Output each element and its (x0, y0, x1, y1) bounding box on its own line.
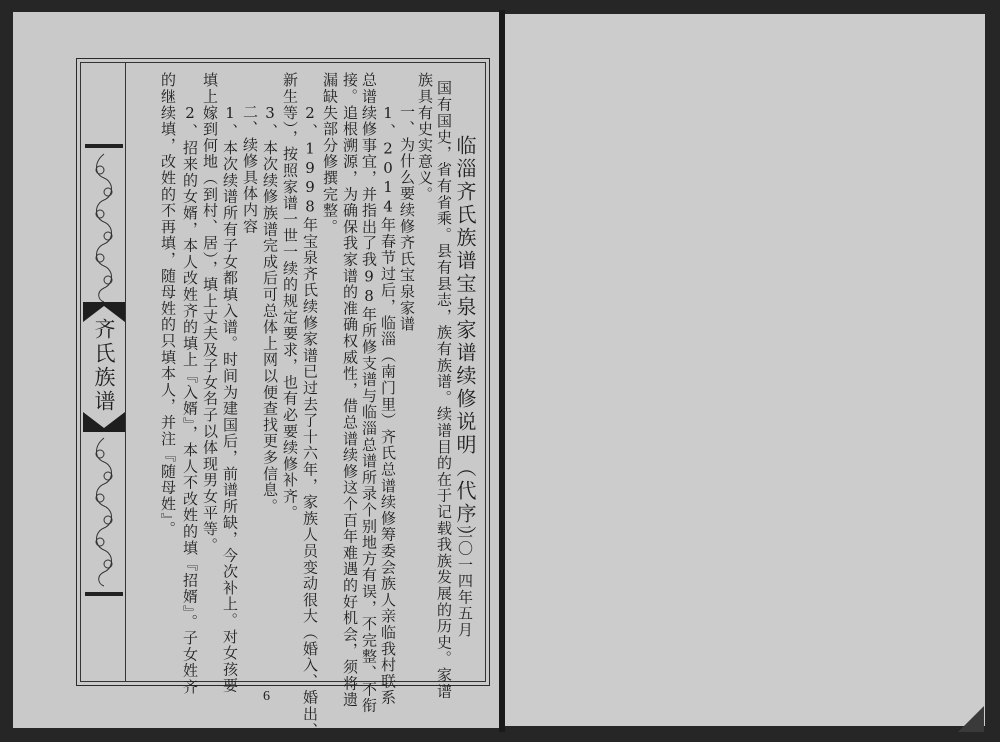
text-column: 1、2014年春节过后，临淄（南门里）齐氏总谱续修筹委会族人亲临我村联系 (379, 104, 397, 706)
text-column: 2、招来的女婿，本人改姓齐的填上『入婿』，本人不改姓的填『招婿』。子女姓齐 (181, 104, 199, 696)
scroll-ornament-top (92, 152, 116, 304)
document-date: 二〇一四年五月 (456, 524, 474, 639)
text-column: 接。追根溯源，为确保我家谱的准确权威性，借总谱续修这个百年难遇的好机会，须将遗 (341, 72, 359, 708)
text-column: 的继续填，改姓的不再填，随母姓的只填本人，并注『随母姓』。 (159, 72, 177, 538)
text-column: 新生等），按照家谱一世一续的规定要求，也有必要续修补齐。 (281, 72, 299, 521)
text-column: 填上嫁到何地（到村、居），填上丈夫及子女名子以体现男女平等。 (201, 72, 219, 554)
text-column: 族具有史实意义。 (416, 72, 434, 203)
page-corner-fold (958, 706, 984, 732)
text-column: 2、1998年宝泉齐氏续修家谱已过去了十六年，家族人员变动很大（婚入、婚出、 (301, 104, 319, 739)
page-number: 6 (263, 689, 270, 704)
scroll-ornament-bottom (92, 436, 116, 588)
section-heading: 一、为什么要续修齐氏宝泉家谱 (398, 104, 416, 333)
document-title: 临淄齐氏族谱宝泉家谱续修说明（代序） (453, 135, 477, 549)
book-spine (499, 10, 505, 732)
section-heading: 二、续修具体内容 (241, 104, 259, 235)
sidebar-bottom-bar (85, 592, 123, 596)
text-column: 总谱续修事宜，并指出了我98年所修支谱与临淄总谱所录个别地方有误，不完整、不衔 (360, 72, 378, 714)
text-column: 1、本次续谱所有子女都填入谱。时间为建国后，前谱所缺，今次补上。对女孩要 (221, 104, 239, 694)
right-page-blank (503, 14, 985, 726)
text-column: 漏缺失部分修撰完整。 (321, 72, 339, 235)
text-column: 国有国史，省有省乘。县有县志，族有族谱。续谱目的在于记载我族发展的历史。家谱 (435, 80, 453, 700)
text-column: 3、本次续修族谱完成后可总体上网以便查找更多信息。 (261, 104, 279, 515)
sidebar-title: 齐氏族谱 (92, 318, 116, 414)
sidebar-top-bar (85, 144, 123, 148)
